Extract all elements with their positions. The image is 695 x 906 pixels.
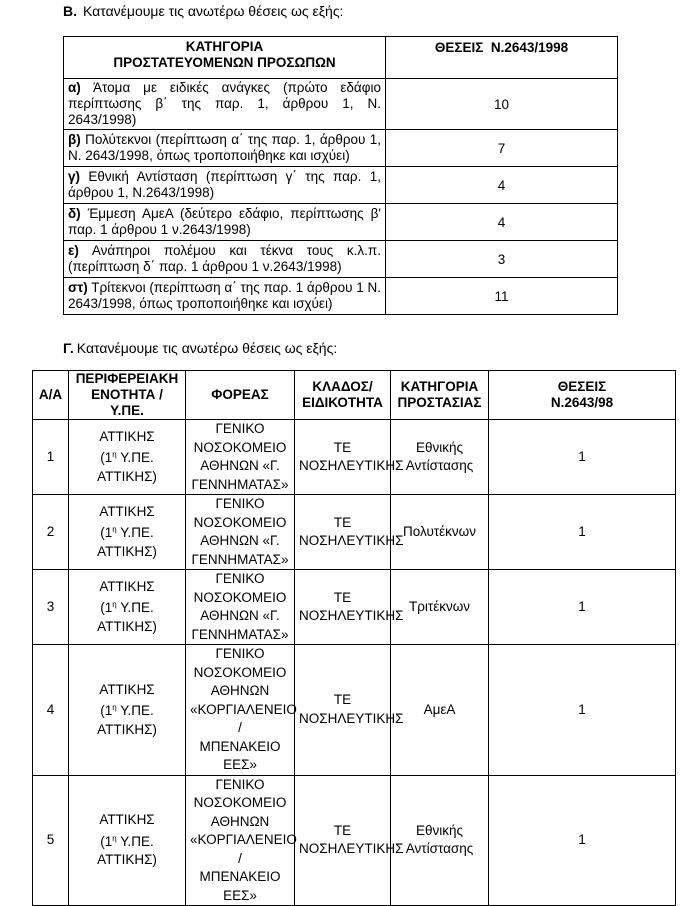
category-cell: Εθνικής Αντίστασης bbox=[391, 420, 489, 495]
positions-cell: 10 bbox=[386, 79, 618, 130]
aa-cell: 4 bbox=[33, 645, 69, 776]
category-cell: γ) Εθνική Αντίσταση (περίπτωση γ΄ της παρ. 1, άρθρου 1, Ν.2643/1998) bbox=[64, 167, 386, 204]
region-cell: ΑΤΤΙΚΗΣ ($1^\eta$ Υ.ΠΕ. ΑΤΤΙΚΗΣ) bbox=[69, 420, 186, 495]
protected-categories-table bbox=[63, 36, 618, 315]
category-cell: Πολυτέκνων bbox=[391, 495, 489, 570]
header-category: ΚΑΤΗΓΟΡΙΑ ΠΡΟΣΤΑΣΙΑΣ bbox=[391, 371, 489, 420]
branch-cell: ΤΕ ΝΟΣΗΛΕΥΤΙΚΗΣ bbox=[295, 570, 391, 645]
positions-cell: 1 bbox=[489, 420, 676, 495]
positions-cell: 3 bbox=[386, 241, 618, 278]
header-positions: ΘΕΣΕΙΣ Ν.2643/98 bbox=[489, 371, 676, 420]
header-aa: Α/Α bbox=[33, 371, 69, 420]
body-cell: ΓΕΝΙΚΟ ΝΟΣΟΚΟΜΕΙΟ ΑΘΗΝΩΝ «Γ. ΓΕΝΝΗΜΑΤΑΣ» bbox=[186, 420, 295, 495]
section-g-text: Κατανέμουμε τις ανωτέρω θέσεις ως εξής: bbox=[76, 340, 338, 356]
table-row bbox=[64, 79, 618, 130]
section-g-letter: Γ. bbox=[63, 340, 74, 356]
positions-cell: 7 bbox=[386, 130, 618, 167]
header-branch: ΚΛΑΔΟΣ/ ΕΙΔΙΚΟΤΗΤΑ bbox=[295, 371, 391, 420]
section-b-text: Κατανέμουμε τις ανωτέρω θέσεις ως εξής: bbox=[83, 3, 344, 19]
table-row bbox=[64, 130, 618, 167]
table-header-row bbox=[64, 37, 618, 79]
category-cell: β) Πολύτεκνοι (περίπτωση α΄ της παρ. 1, άρθρου 1, Ν. 2643/1998, όπως τροποποιήθηκε και ισχύει) bbox=[64, 130, 386, 167]
table-row bbox=[33, 495, 676, 570]
aa-cell: 1 bbox=[33, 420, 69, 495]
header-body: ΦΟΡΕΑΣ bbox=[186, 371, 295, 420]
region-cell: ΑΤΤΙΚΗΣ ($1^\eta$ Υ.ΠΕ. ΑΤΤΙΚΗΣ) bbox=[69, 645, 186, 776]
aa-cell: 2 bbox=[33, 495, 69, 570]
category-cell: δ) Έμμεση ΑμεΑ (δεύτερο εδάφιο, περίπτωσης β' παρ. 1 άρθρου 1 ν.2643/1998) bbox=[64, 204, 386, 241]
branch-cell: ΤΕ ΝΟΣΗΛΕΥΤΙΚΗΣ bbox=[295, 420, 391, 495]
category-cell: Τριτέκνων bbox=[391, 570, 489, 645]
table-row bbox=[33, 420, 676, 495]
table-row bbox=[64, 241, 618, 278]
branch-cell: ΤΕ ΝΟΣΗΛΕΥΤΙΚΗΣ bbox=[295, 645, 391, 776]
branch-cell: ΤΕ ΝΟΣΗΛΕΥΤΙΚΗΣ bbox=[295, 775, 391, 906]
positions-cell: 4 bbox=[386, 204, 618, 241]
positions-cell: 1 bbox=[489, 570, 676, 645]
positions-cell: 11 bbox=[386, 278, 618, 315]
header-region: ΠΕΡΙΦΕΡΕΙΑΚΗ ΕΝΟΤΗΤΑ / Υ.ΠΕ. bbox=[69, 371, 186, 420]
table-header-row bbox=[33, 371, 676, 420]
aa-cell: 3 bbox=[33, 570, 69, 645]
table-row bbox=[64, 204, 618, 241]
category-cell: ε) Ανάπηροι πολέμου και τέκνα τους κ.λ.π. (περίπτωση δ΄ παρ. 1 άρθρου 1 ν.2643/1998) bbox=[64, 241, 386, 278]
body-cell: ΓΕΝΙΚΟ ΝΟΣΟΚΟΜΕΙΟ ΑΘΗΝΩΝ «ΚΟΡΓΙΑΛΕΝΕΙΟ / ΜΠΕΝΑΚΕΙΟ ΕΕΣ» bbox=[186, 645, 295, 776]
table-row bbox=[33, 775, 676, 906]
branch-cell: ΤΕ ΝΟΣΗΛΕΥΤΙΚΗΣ bbox=[295, 495, 391, 570]
body-cell: ΓΕΝΙΚΟ ΝΟΣΟΚΟΜΕΙΟ ΑΘΗΝΩΝ «ΚΟΡΓΙΑΛΕΝΕΙΟ / ΜΠΕΝΑΚΕΙΟ ΕΕΣ» bbox=[186, 775, 295, 906]
category-cell: στ) Τρίτεκνοι (περίπτωση α΄ της παρ. 1 άρθρου 1 Ν. 2643/1998, όπως τροποποιήθηκε και ισχύει) bbox=[64, 278, 386, 315]
region-cell: ΑΤΤΙΚΗΣ ($1^\eta$ Υ.ΠΕ. ΑΤΤΙΚΗΣ) bbox=[69, 775, 186, 906]
category-cell: ΑμεΑ bbox=[391, 645, 489, 776]
table-row bbox=[64, 167, 618, 204]
positions-allocation-table bbox=[32, 370, 676, 906]
category-cell: Εθνικής Αντίστασης bbox=[391, 775, 489, 906]
body-cell: ΓΕΝΙΚΟ ΝΟΣΟΚΟΜΕΙΟ ΑΘΗΝΩΝ «Γ. ΓΕΝΝΗΜΑΤΑΣ» bbox=[186, 495, 295, 570]
positions-cell: 1 bbox=[489, 495, 676, 570]
positions-cell: 4 bbox=[386, 167, 618, 204]
header-category: ΚΑΤΗΓΟΡΙΑ ΠΡΟΣΤΑΤΕΥΟΜΕΝΩΝ ΠΡΟΣΩΠΩΝ bbox=[64, 37, 386, 79]
region-cell: ΑΤΤΙΚΗΣ ($1^\eta$ Υ.ΠΕ. ΑΤΤΙΚΗΣ) bbox=[69, 570, 186, 645]
section-b-heading bbox=[63, 3, 343, 19]
table-row bbox=[33, 645, 676, 776]
section-b-letter: Β. bbox=[63, 3, 77, 19]
table-row bbox=[64, 278, 618, 315]
aa-cell: 5 bbox=[33, 775, 69, 906]
header-positions: ΘΕΣΕΙΣ Ν.2643/1998 bbox=[386, 37, 618, 79]
body-cell: ΓΕΝΙΚΟ ΝΟΣΟΚΟΜΕΙΟ ΑΘΗΝΩΝ «Γ. ΓΕΝΝΗΜΑΤΑΣ» bbox=[186, 570, 295, 645]
region-cell: ΑΤΤΙΚΗΣ ($1^\eta$ Υ.ΠΕ. ΑΤΤΙΚΗΣ) bbox=[69, 495, 186, 570]
table-row bbox=[33, 570, 676, 645]
positions-cell: 1 bbox=[489, 645, 676, 776]
category-cell: α) Άτομα με ειδικές ανάγκες (πρώτο εδάφιο περίπτωσης β΄ της παρ. 1, άρθρου 1, Ν. 2643/1998) bbox=[64, 79, 386, 130]
section-g-heading bbox=[63, 340, 337, 356]
positions-cell: 1 bbox=[489, 775, 676, 906]
